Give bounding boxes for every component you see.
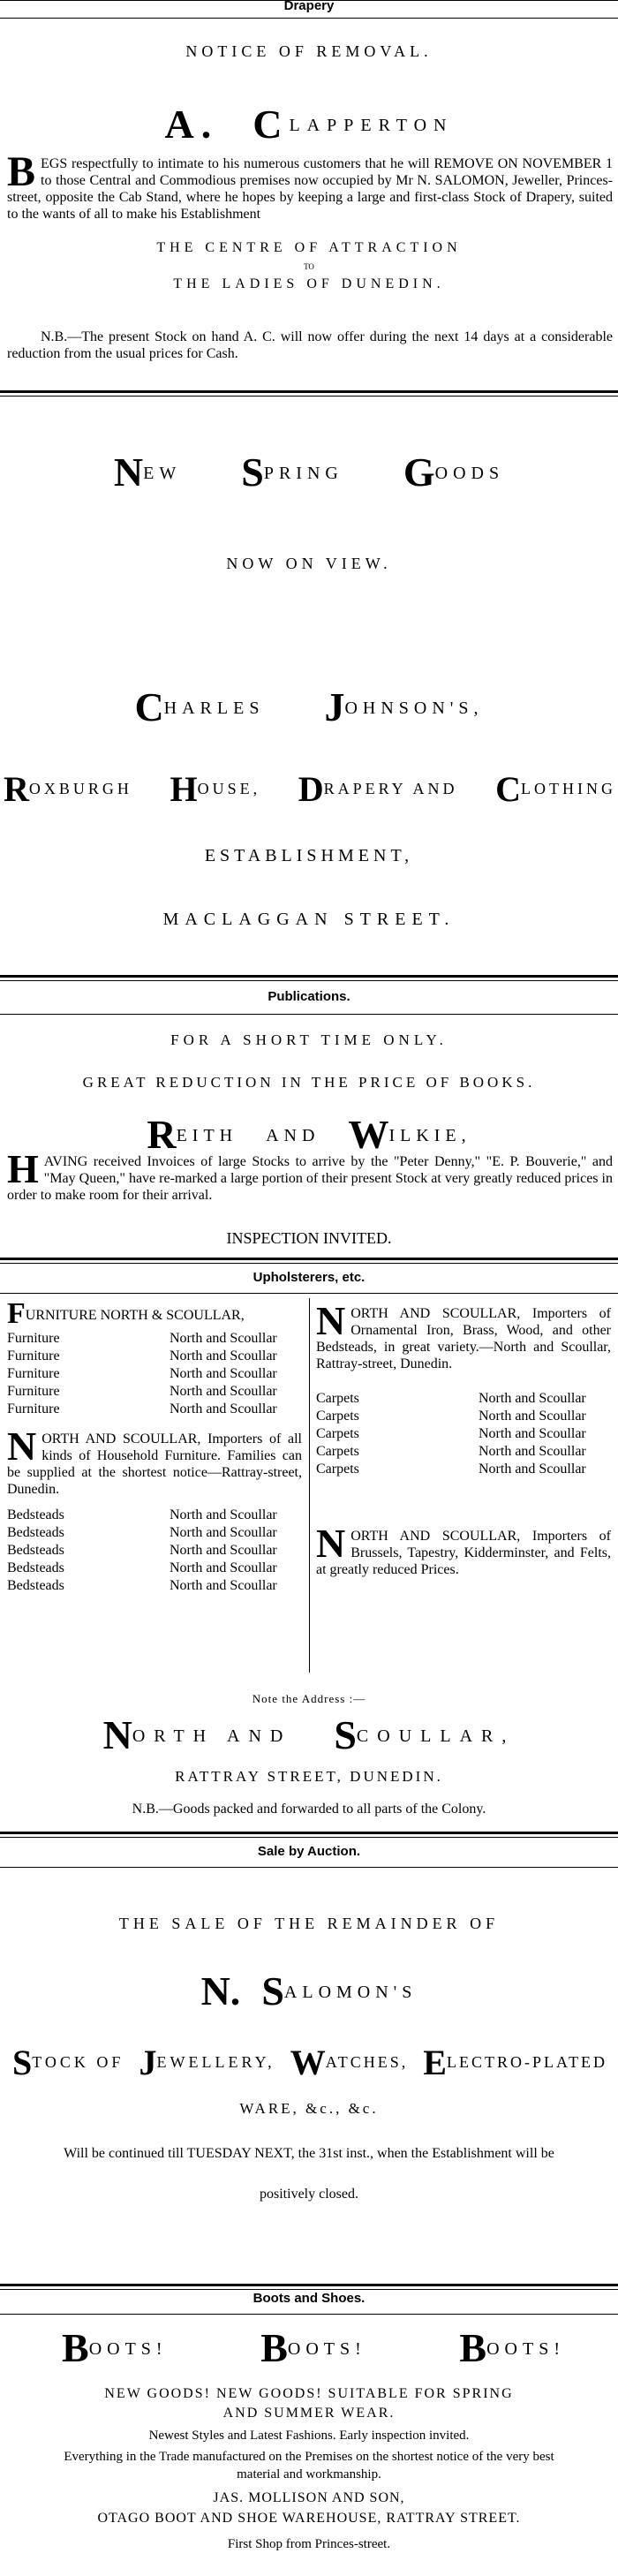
north-and-scoullar bbox=[0, 1712, 618, 1757]
spring-word: SPRING bbox=[241, 449, 343, 495]
now-on-view: NOW ON VIEW. bbox=[226, 555, 392, 572]
item-label: Carpets bbox=[316, 1444, 359, 1459]
bedsteads-list bbox=[7, 1507, 302, 1595]
upholsterers-heading: Upholsterers, etc. bbox=[252, 1270, 366, 1285]
inspection-invited: INSPECTION INVITED. bbox=[226, 1229, 392, 1247]
item-label: Carpets bbox=[316, 1426, 359, 1441]
continued-notice: Will be continued till TUESDAY NEXT, the 31st inst., when the Establishment will be positively closed. bbox=[64, 2146, 554, 2202]
item-firm: North and Scoullar bbox=[170, 1543, 277, 1558]
item-label: Furniture bbox=[7, 1348, 60, 1364]
drapery-paragraph bbox=[7, 148, 613, 223]
section-rule bbox=[0, 1258, 618, 1264]
item-firm: North and Scoullar bbox=[170, 1384, 277, 1399]
reith-and-wilkie bbox=[0, 1114, 618, 1155]
publications-paragraph bbox=[7, 1146, 613, 1204]
rule bbox=[0, 1867, 618, 1868]
name-cap: C bbox=[252, 102, 290, 147]
johnsons-word: JOHNSON'S, bbox=[324, 684, 484, 729]
jewellery-word: JEWELLERY, bbox=[139, 2043, 275, 2082]
reith-word: REITH bbox=[147, 1112, 238, 1157]
right-column bbox=[316, 1298, 611, 1578]
charles-johnsons bbox=[0, 684, 618, 729]
listing-row bbox=[316, 1461, 611, 1478]
item-firm: North and Scoullar bbox=[170, 1525, 277, 1540]
everything-in-trade: Everything in the Trade manufactured on the Premises on the shortest notice of the very best material and workmanship. bbox=[64, 2450, 554, 2482]
new-spring-goods bbox=[0, 449, 618, 495]
otago-warehouse: OTAGO BOOT AND SHOE WAREHOUSE, RATTRAY STREET. bbox=[97, 2511, 521, 2526]
listing-row bbox=[7, 1348, 302, 1365]
listing-row bbox=[7, 1401, 302, 1418]
section-rule bbox=[0, 390, 618, 397]
item-label: Carpets bbox=[316, 1462, 359, 1477]
short-time-only: FOR A SHORT TIME ONLY. bbox=[170, 1031, 448, 1048]
rule bbox=[0, 1014, 618, 1015]
left-column bbox=[7, 1297, 302, 1595]
auction-heading: Sale by Auction. bbox=[257, 1844, 361, 1859]
drapery-nb: N.B.—The present Stock on hand A. C. will now offer during the next 14 days at a considerable reduction from the usual prices for Cash. bbox=[7, 329, 613, 361]
watches-word: WATCHES, bbox=[290, 2043, 409, 2082]
boots-word-3: BOOTS! bbox=[459, 2325, 565, 2370]
name-rest: LAPPERTON bbox=[289, 116, 454, 135]
importers-brussels: NORTH AND SCOULLAR, Importers of Brussels, Tapestry, Kidderminster, and Felts, at greatly reduced Prices. bbox=[316, 1521, 611, 1577]
item-firm: North and Scoullar bbox=[479, 1462, 586, 1477]
boots-boots-boots bbox=[62, 2325, 565, 2370]
publications-text: AVING received Invoices of large Stocks to arrive by the "Peter Denny," "E. P. Bouverie," and "May Queen," have re-marked a large portion of their present Stock at very greatly reduced prices in order to make room for their arrival. bbox=[7, 1154, 613, 1203]
drop-cap: H bbox=[7, 1146, 39, 1191]
importers-furniture: NORTH AND SCOULLAR, Importers of all kinds of Household Furniture. Families can be supplied at the shortest notice—Rattray-street, Dunedin. bbox=[7, 1424, 302, 1497]
listing-row bbox=[7, 1507, 302, 1524]
item-firm: North and Scoullar bbox=[170, 1366, 277, 1381]
great-reduction: GREAT REDUCTION IN THE PRICE OF BOOKS. bbox=[82, 1074, 536, 1091]
boots-word-1: BOOTS! bbox=[62, 2325, 168, 2370]
roxburgh-word: ROXBURGH bbox=[4, 769, 132, 809]
centre-of-attraction: THE CENTRE OF ATTRACTION bbox=[156, 240, 462, 255]
jas-mollison: JAS. MOLLISON AND SON, bbox=[213, 2490, 405, 2505]
new-goods: NEW GOODS! NEW GOODS! SUITABLE FOR SPRING AND SUMMER WEAR. bbox=[104, 2386, 514, 2421]
listing-row bbox=[316, 1408, 611, 1425]
rule bbox=[0, 18, 618, 19]
to-label: TO bbox=[304, 262, 314, 271]
item-label: Bedsteads bbox=[7, 1543, 64, 1558]
boots-heading: Boots and Shoes. bbox=[252, 2291, 366, 2306]
clothing-word: CLOTHING bbox=[495, 769, 616, 809]
clapperton-name bbox=[0, 104, 618, 145]
item-firm: North and Scoullar bbox=[170, 1348, 277, 1364]
item-firm: North and Scoullar bbox=[170, 1507, 277, 1522]
drapery-word: DRAPERY AND bbox=[298, 769, 458, 809]
rule bbox=[0, 2314, 618, 2315]
item-label: Carpets bbox=[316, 1391, 359, 1406]
n-initial: N. bbox=[200, 1968, 241, 2013]
electro-word: ELECTRO-PLATED bbox=[423, 2043, 607, 2082]
item-firm: North and Scoullar bbox=[479, 1409, 586, 1424]
stock-of-jewellery bbox=[12, 2045, 607, 2081]
newest-styles: Newest Styles and Latest Fashions. Early inspection invited. bbox=[148, 2429, 470, 2443]
listing-row bbox=[7, 1365, 302, 1383]
first-shop: First Shop from Princes-street. bbox=[227, 2537, 391, 2551]
item-label: Bedsteads bbox=[7, 1560, 64, 1575]
listing-row bbox=[7, 1560, 302, 1577]
drop-cap: B bbox=[7, 148, 36, 195]
furniture-list bbox=[7, 1330, 302, 1418]
item-label: Bedsteads bbox=[7, 1507, 64, 1522]
salomons bbox=[0, 1968, 618, 2013]
section-rule bbox=[0, 2284, 618, 2290]
charles-word: CHARLES bbox=[134, 684, 265, 729]
establishment: ESTABLISHMENT, bbox=[204, 846, 414, 865]
publications-heading: Publications. bbox=[268, 989, 350, 1004]
item-firm: North and Scoullar bbox=[170, 1401, 277, 1416]
drapery-heading: Drapery bbox=[283, 0, 335, 13]
roxburgh-house bbox=[4, 769, 616, 809]
and-word: AND bbox=[266, 1126, 320, 1145]
item-firm: North and Scoullar bbox=[479, 1391, 586, 1406]
item-firm: North and Scoullar bbox=[170, 1578, 277, 1593]
sale-of-remainder: THE SALE OF THE REMAINDER OF bbox=[118, 1915, 500, 1932]
item-label: Carpets bbox=[316, 1409, 359, 1424]
item-label: Furniture bbox=[7, 1384, 60, 1399]
listing-row bbox=[7, 1330, 302, 1348]
item-label: Bedsteads bbox=[7, 1525, 64, 1540]
listing-row bbox=[7, 1542, 302, 1560]
item-firm: North and Scoullar bbox=[479, 1444, 586, 1459]
listing-row bbox=[316, 1425, 611, 1443]
boots-word-2: BOOTS! bbox=[260, 2325, 366, 2370]
new-word: NEW bbox=[113, 449, 182, 495]
name-initial: A. bbox=[164, 102, 219, 147]
listing-row bbox=[7, 1383, 302, 1401]
rattray-street: RATTRAY STREET, DUNEDIN. bbox=[175, 1768, 443, 1785]
item-label: Furniture bbox=[7, 1331, 60, 1346]
item-label: Bedsteads bbox=[7, 1578, 64, 1593]
listing-row bbox=[316, 1390, 611, 1408]
section-rule bbox=[0, 1832, 618, 1838]
rule bbox=[0, 1293, 618, 1294]
salomons-word: SALOMON'S bbox=[261, 1968, 418, 2013]
importers-iron: NORTH AND SCOULLAR, Importers of Ornamental Iron, Brass, Wood, and other Bedsteads, in great variety.—North and Scoullar, Rattray-street, Dunedin. bbox=[316, 1298, 611, 1371]
furniture-title: FURNITURE NORTH & SCOULLAR, bbox=[7, 1297, 245, 1330]
house-word: HOUSE, bbox=[170, 769, 261, 809]
notice-of-removal: NOTICE OF REMOVAL. bbox=[185, 42, 433, 60]
listing-row bbox=[7, 1524, 302, 1542]
stock-word: STOCK OF bbox=[12, 2043, 124, 2082]
ladies-of-dunedin: THE LADIES OF DUNEDIN. bbox=[173, 276, 445, 291]
column-divider bbox=[309, 1298, 310, 1673]
carpets-list bbox=[316, 1390, 611, 1478]
item-firm: North and Scoullar bbox=[170, 1560, 277, 1575]
listing-row bbox=[316, 1443, 611, 1461]
maclaggan-street: MACLAGGAN STREET. bbox=[162, 910, 456, 929]
wilkie-word: WILKIE, bbox=[348, 1112, 471, 1157]
item-firm: North and Scoullar bbox=[170, 1331, 277, 1346]
section-rule bbox=[0, 975, 618, 981]
drapery-text: EGS respectfully to intimate to his numerous customers that he will REMOVE ON NOVEMBER 1 to those Central and Commodious premises now occupied by Mr N. SALOMON, Jeweller, Princes-street, opposite the Cab Stand, where he hopes by keeping a large and first-class Stock of Drapery, suited to the wants of all to make his Establishment bbox=[7, 156, 613, 222]
item-firm: North and Scoullar bbox=[479, 1426, 586, 1441]
scoullar-word: SCOULLAR, bbox=[334, 1712, 516, 1757]
note-address: Note the Address :— bbox=[252, 1692, 366, 1705]
item-label: Furniture bbox=[7, 1366, 60, 1381]
ware-etc: WARE, &c., &c. bbox=[239, 2100, 379, 2117]
item-label: Furniture bbox=[7, 1401, 60, 1416]
goods-packed: N.B.—Goods packed and forwarded to all parts of the Colony. bbox=[132, 1802, 486, 1817]
goods-word: GOODS bbox=[403, 449, 505, 495]
north-word: NORTH AND bbox=[102, 1712, 292, 1757]
listing-row bbox=[7, 1577, 302, 1595]
